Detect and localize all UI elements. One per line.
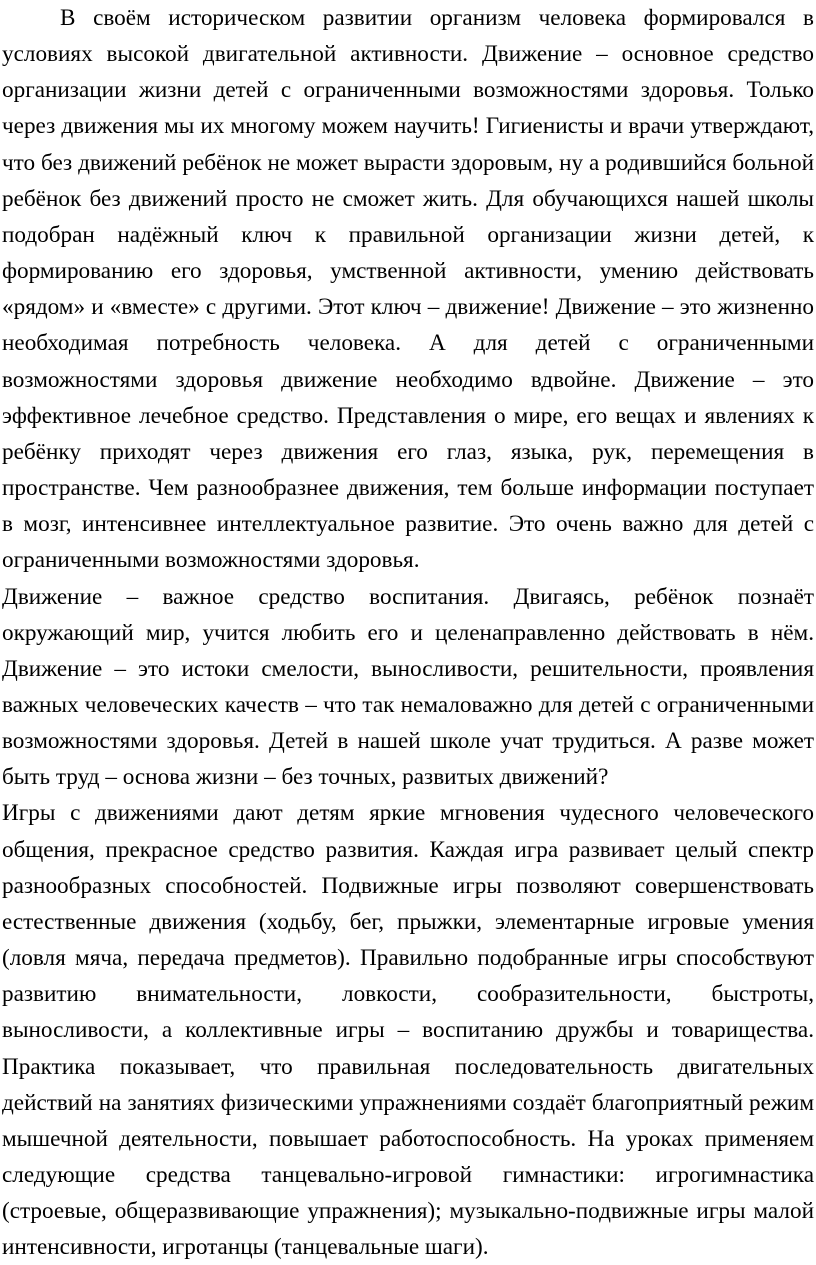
paragraph-2: Движение – важное средство воспитания. Двигаясь, ребёнок познаёт окружающий мир, учится любить его и целенаправленно действовать в нём. Движение – это истоки смелости, выносливости, решительности, проявления важных человеческих качеств – что так немаловажно для детей с ограниченными возможностями здоровья. Детей в нашей школе учат трудиться. А разве может быть труд – основа жизни – без точных, развитых движений?	[2, 583, 814, 791]
paragraph-3: Игры с движениями дают детям яркие мгновения чудесного человеческого общения, прекрасное средство развития. Каждая игра развивает целый спектр разнообразных способностей. Подвижные игры позволяют совершенствовать естественные движения (ходьбу, бег, прыжки, элементарные игровые умения (ловля мяча, передача предметов). Правильно подобранные игры способствуют развитию внимательности, ловкости, сообразительности, быстроты, выносливости, а коллективные игры – воспитанию дружбы и товарищества. Практика показывает, что правильная последовательность двигательных действий на занятиях физическими упражнениями создаёт благоприятный режим мышечной деятельности, повышает работоспособность. На уроках применяем следующие средства танцевально-игровой гимнастики: игрогимнастика (строевые, общеразвивающие упражнения); музыкально-подвижные игры малой интенсивности, игротанцы (танцевальные шаги).	[2, 800, 814, 1261]
paragraph-1: В своём историческом развитии организм человека формировался в условиях высокой двигательной активности. Движение – основное средство организации жизни детей с ограниченными возможностями здоровья. Только через движения мы их многому можем научить! Гигиенисты и врачи утверждают, что без движений ребёнок не может вырасти здоровым, ну а родившийся больной ребёнок без движений просто не сможет жить. Для обучающихся нашей школы подобран надёжный ключ к правильной организации жизни детей, к формированию его здоровья, умственной активности, умению действовать «рядом» и «вместе» с другими. Этот ключ – движение! Движение – это жизненно необходимая потребность человека. А для детей с ограниченными возможностями здоровья движение необходимо вдвойне. Движение – это эффективное лечебное средство. Представления о мире, его вещах и явлениях к ребёнку приходят через движения его глаз, языка, рук, перемещения в пространстве. Чем разнообразнее движения, тем больше информации поступает в мозг, интенсивнее интеллектуальное развитие. Это очень важно для детей с ограниченными возможностями здоровья.	[2, 5, 814, 574]
